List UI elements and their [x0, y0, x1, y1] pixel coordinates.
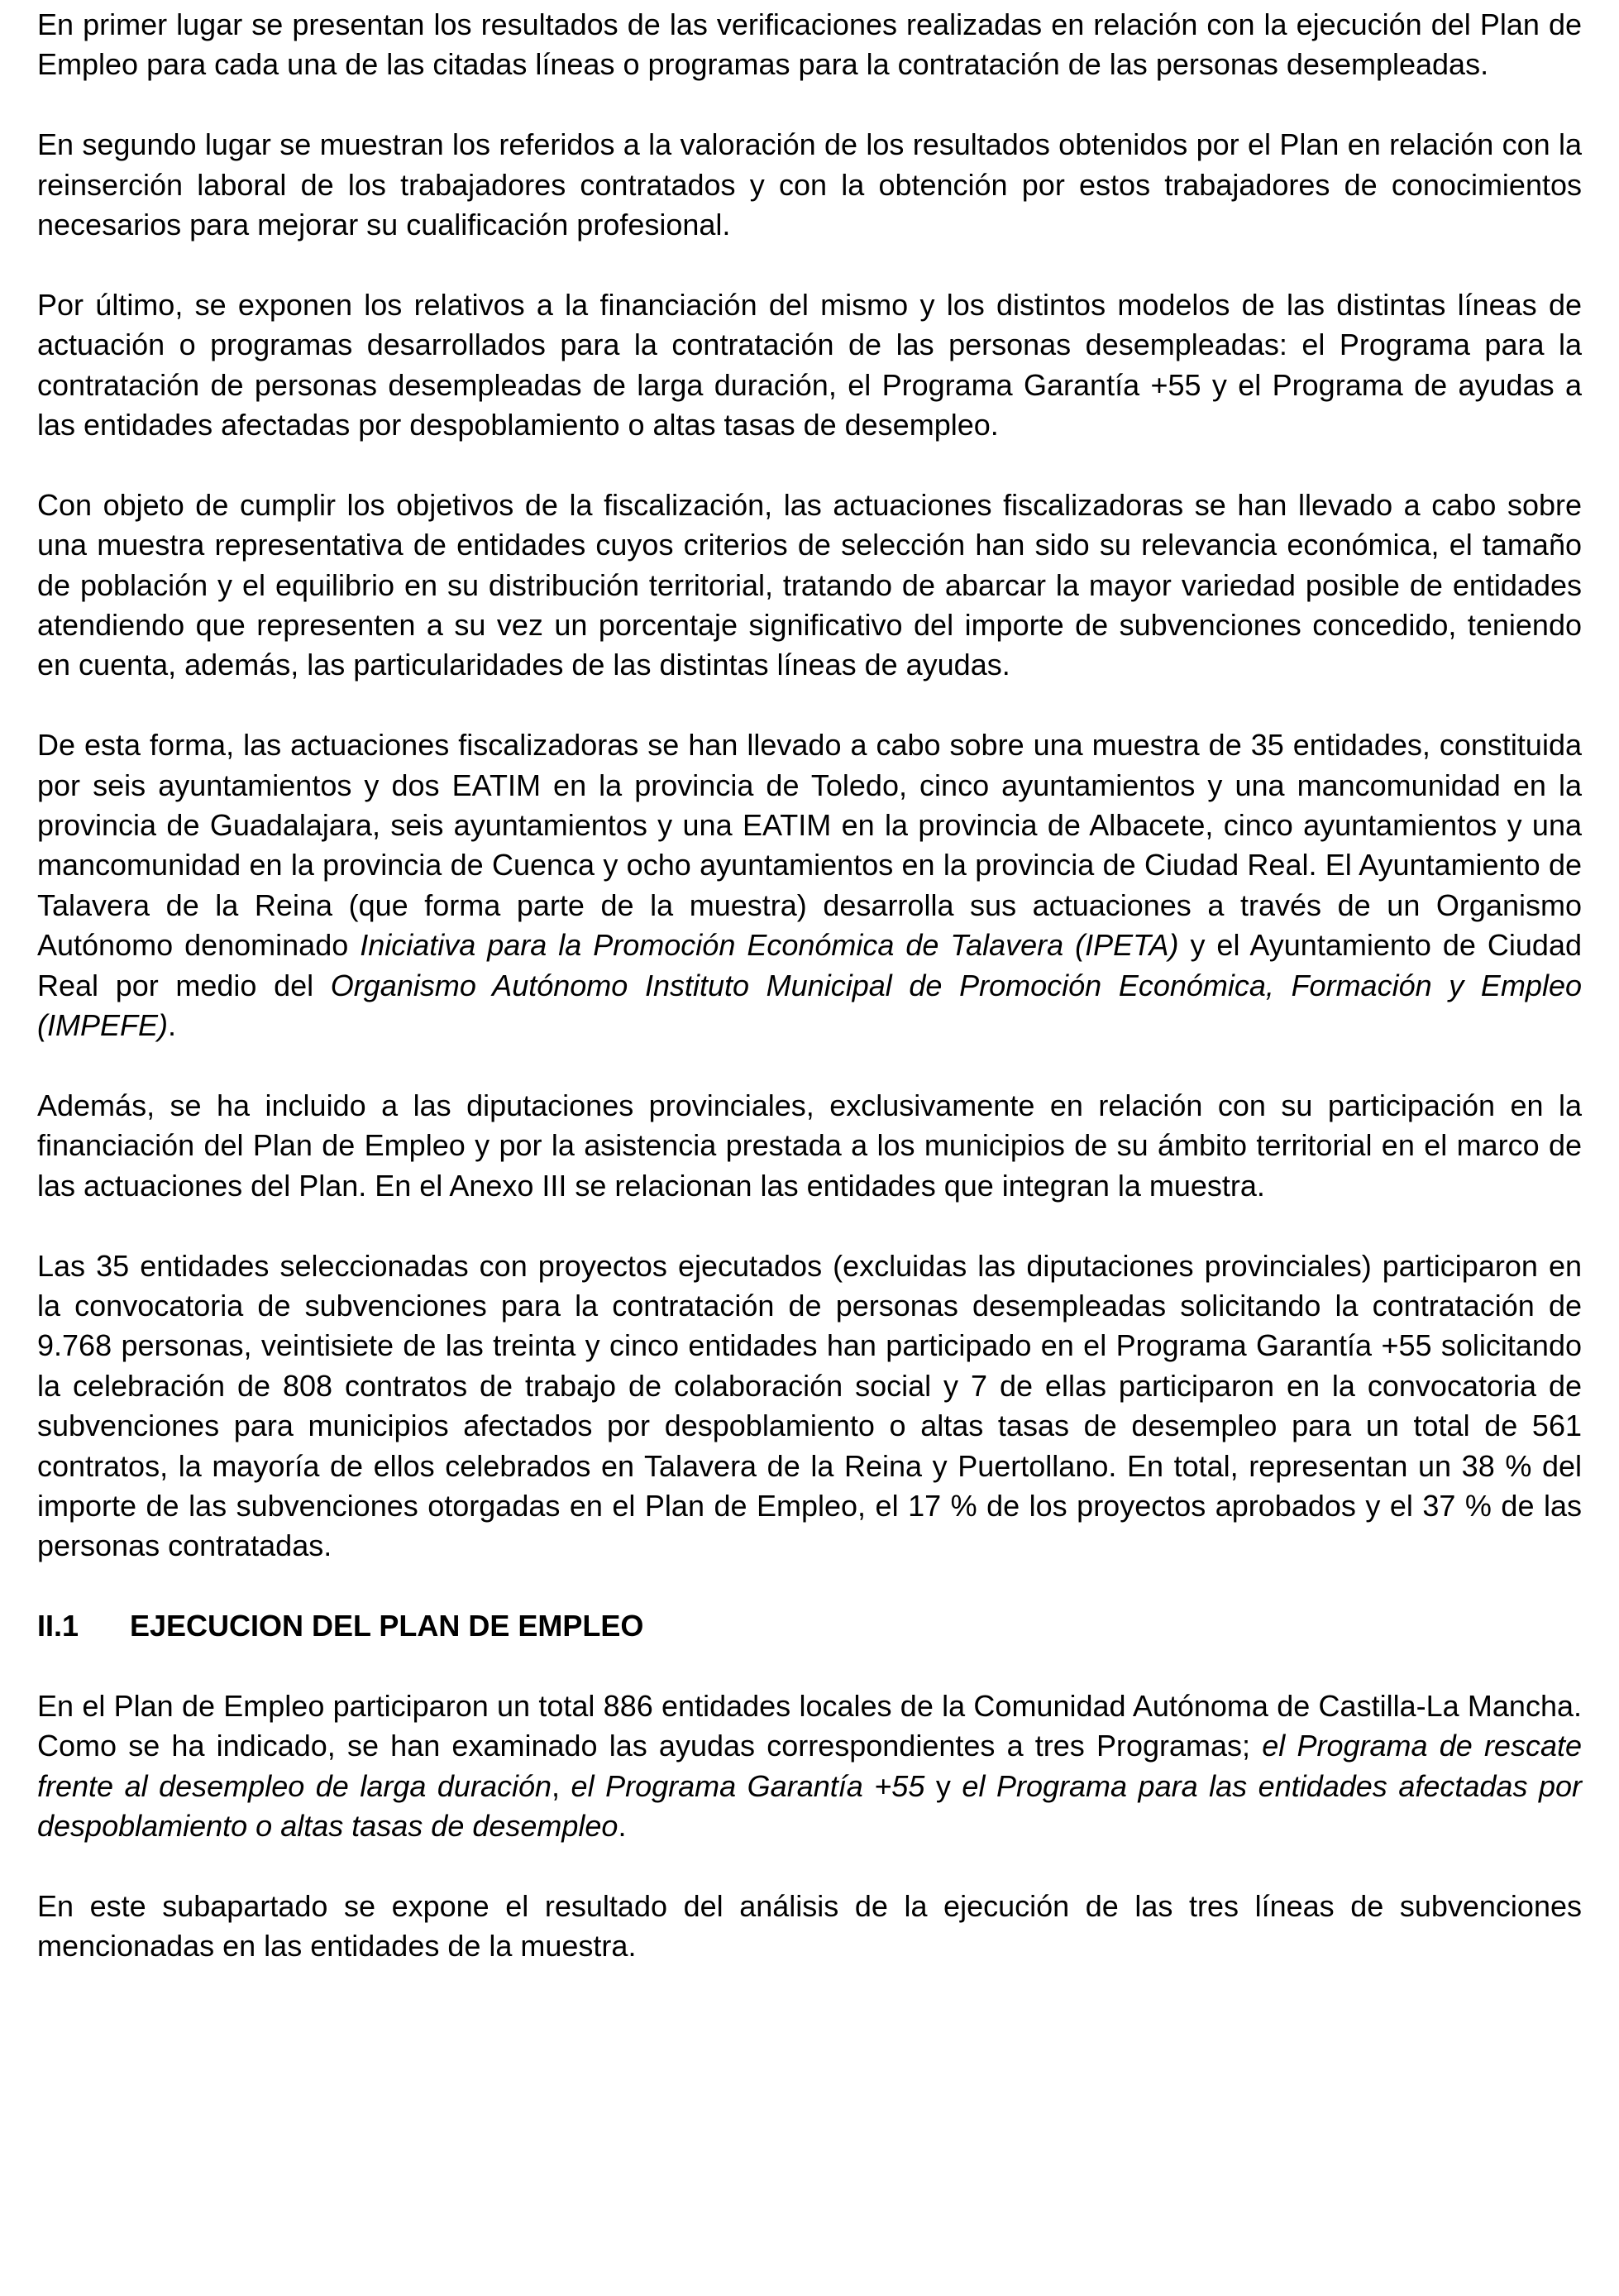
text-run: De esta forma, las actuaciones fiscalizadoras se han llevado a cabo sobre una muestra de 35 entidades, constituida por seis ayuntamientos y dos EATIM en la provincia de Toledo, cinco ayuntamientos y una mancomunidad en la provincia de Guadalajara, seis ayuntamientos y una EATIM en la provincia de Albacete, cinco ayuntamientos y una mancomunidad en la provincia de Cuenca y ocho ayuntamientos en la provincia de Ciudad Real. El Ayuntamiento de Talavera de la Reina (que forma parte de la muestra) desarrolla sus actuaciones a través de un Organismo Autónomo denominado — [37, 728, 1582, 963]
section-number: II.1 — [37, 1609, 79, 1643]
paragraph-plan-participation — [37, 1686, 1582, 1847]
text-run: y el Ayuntamiento de Ciudad Real por medio del — [37, 928, 1582, 1002]
section-title: EJECUCION DEL PLAN DE EMPLEO — [130, 1609, 644, 1643]
text-run: y — [924, 1768, 962, 1803]
italic-run-ipeta: Iniciativa para la Promoción Económica de Talavera (IPETA) — [360, 928, 1179, 963]
document-page — [37, 5, 1582, 1967]
section-heading — [37, 1606, 1582, 1646]
italic-run-program-despoblamiento: el Programa para las entidades afectadas por despoblamiento o altas tasas de desempleo — [37, 1768, 1583, 1844]
text-run: , — [552, 1768, 571, 1803]
text-run: . — [168, 1008, 177, 1043]
paragraph-financing: Por último, se exponen los relativos a la financiación del mismo y los distintos modelos de las distintas líneas de actuación o programas desarrollados para la contratación de las personas desempleadas: el Programa para la contratación de personas desempleadas de larga duración, el Programa Garantía +55 y el Programa de ayudas a las entidades afectadas por despoblamiento o altas tasas de desempleo. — [37, 287, 1582, 442]
paragraph-diputaciones: Además, se ha incluido a las diputaciones provinciales, exclusivamente en relación con su participación en la financiación del Plan de Empleo y por la asistencia prestada a los municipios de su ámbito territorial en el marco de las actuaciones del Plan. En el Anexo III se relacionan las entidades que integran la muestra. — [37, 1088, 1582, 1203]
text-run: . — [618, 1809, 627, 1844]
paragraph-sample-totals: Las 35 entidades seleccionadas con proyectos ejecutados (excluidas las diputaciones provinciales) participaron en la convocatoria de subvenciones para la contratación de personas desempleadas solicitando la contratación de 9.768 personas, veintisiete de las treinta y cinco entidades han participado en el Programa Garantía +55 solicitando la celebración de 808 contratos de trabajo de colaboración social y 7 de ellas participaron en la convocatoria de subvenciones para municipios afectados por despoblamiento o altas tasas de desempleo para un total de 561 contratos, la mayoría de ellos celebrados en Talavera de la Reina y Puertollano. En total, representan un 38 % del importe de las subvenciones otorgadas en el Plan de Empleo, el 17 % de los proyectos aprobados y el 37 % de las personas contratadas. — [37, 1248, 1582, 1563]
italic-run-program-garantia: el Programa Garantía +55 — [571, 1768, 925, 1803]
paragraph-sample-selection: Con objeto de cumplir los objetivos de la fiscalización, las actuaciones fiscalizadoras se han llevado a cabo sobre una muestra representativa de entidades cuyos criterios de selección han sido su relevancia económica, el tamaño de población y el equilibrio en su distribución territorial, tratando de abarcar la mayor variedad posible de entidades atendiendo que representen a su vez un porcentaje significativo del importe de subvenciones concedido, teniendo en cuenta, además, las particularidades de las distintas líneas de ayudas. — [37, 487, 1582, 682]
paragraph-sample-entities — [37, 725, 1582, 1045]
italic-run-program-rescate: el Programa de rescate frente al desempleo de larga duración — [37, 1729, 1582, 1803]
paragraph-intro-results: En primer lugar se presentan los resultados de las verificaciones realizadas en relación con la ejecución del Plan de Empleo para cada una de las citadas líneas o programas para la contratación de las personas desempleadas. — [37, 7, 1582, 82]
paragraph-subsection-summary: En este subapartado se expone el resultado del análisis de la ejecución de las tres líneas de subvenciones mencionadas en las entidades de la muestra. — [37, 1888, 1582, 1964]
paragraph-evaluation-results: En segundo lugar se muestran los referidos a la valoración de los resultados obtenidos por el Plan en relación con la reinserción laboral de los trabajadores contratados y con la obtención por estos trabajadores de conocimientos necesarios para mejorar su cualificación profesional. — [37, 127, 1582, 242]
italic-run-impefe: Organismo Autónomo Instituto Municipal de Promoción Económica, Formación y Empleo (IMPEFE) — [37, 968, 1582, 1043]
text-run: En el Plan de Empleo participaron un total 886 entidades locales de la Comunidad Autónoma de Castilla-La Mancha. Como se ha indicado, se han examinado las ayudas correspondientes a tres Programas; — [37, 1688, 1582, 1763]
